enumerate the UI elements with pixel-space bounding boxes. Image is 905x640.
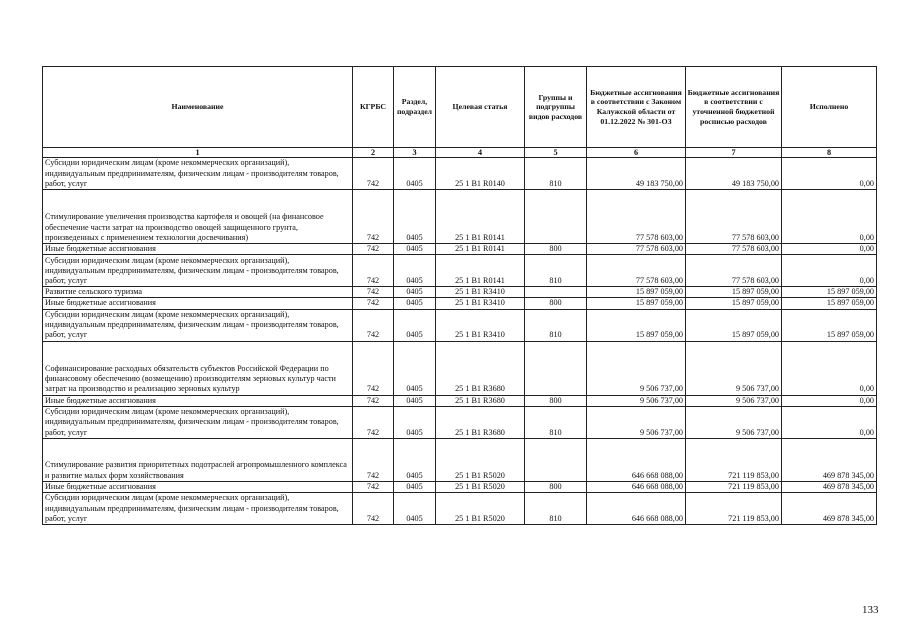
row-expense-group: 810 [525,406,587,438]
row-expense-group: 810 [525,255,587,287]
row-refined-amount: 9 506 737,00 [686,406,782,438]
row-target-article: 25 1 B1 R5020 [436,493,525,525]
row-law-amount: 9 506 737,00 [587,341,686,395]
table-row [43,190,877,244]
header-kgrbs: КГРБС [353,67,394,148]
row-refined-amount: 77 578 603,00 [686,255,782,287]
row-name: Иные бюджетные ассигнования [43,481,353,492]
row-target-article: 25 1 B1 R0141 [436,190,525,244]
row-name: Субсидии юридическим лицам (кроме некоммерческих организаций), индивидуальным предпринимателям, физическим лицам - производителям товаров, работ, услуг [43,406,353,438]
row-target-article: 25 1 B1 R0140 [436,158,525,190]
row-refined-amount: 9 506 737,00 [686,341,782,395]
table-row [43,244,877,255]
row-kgrbs: 742 [353,406,394,438]
column-number: 5 [525,148,587,158]
row-name: Субсидии юридическим лицам (кроме некоммерческих организаций), индивидуальным предпринимателям, физическим лицам - производителям товаров, работ, услуг [43,158,353,190]
row-executed-amount: 469 878 345,00 [782,438,877,481]
row-expense-group: 800 [525,298,587,309]
row-section: 0405 [394,481,436,492]
row-law-amount: 646 668 088,00 [587,438,686,481]
table-row [43,481,877,492]
row-section: 0405 [394,395,436,406]
row-name: Субсидии юридическим лицам (кроме некоммерческих организаций), индивидуальным предпринимателям, физическим лицам - производителям товаров, работ, услуг [43,309,353,341]
row-expense-group [525,190,587,244]
row-target-article: 25 1 B1 R0141 [436,244,525,255]
column-number: 3 [394,148,436,158]
row-kgrbs: 742 [353,244,394,255]
header-target-article: Целевая статья [436,67,525,148]
row-executed-amount: 0,00 [782,190,877,244]
row-section: 0405 [394,244,436,255]
row-refined-amount: 15 897 059,00 [686,309,782,341]
row-name: Иные бюджетные ассигнования [43,298,353,309]
row-law-amount: 15 897 059,00 [587,287,686,298]
row-section: 0405 [394,255,436,287]
row-section: 0405 [394,298,436,309]
row-target-article: 25 1 B1 R3410 [436,309,525,341]
row-executed-amount: 0,00 [782,158,877,190]
row-expense-group: 800 [525,395,587,406]
row-law-amount: 49 183 750,00 [587,158,686,190]
row-executed-amount: 15 897 059,00 [782,287,877,298]
budget-table [42,66,877,525]
row-refined-amount: 721 119 853,00 [686,438,782,481]
row-law-amount: 15 897 059,00 [587,309,686,341]
row-section: 0405 [394,190,436,244]
table-row [43,298,877,309]
table-row [43,309,877,341]
row-kgrbs: 742 [353,481,394,492]
row-expense-group: 810 [525,493,587,525]
row-refined-amount: 15 897 059,00 [686,298,782,309]
row-executed-amount: 15 897 059,00 [782,309,877,341]
table-row [43,493,877,525]
column-number: 1 [43,148,353,158]
row-kgrbs: 742 [353,309,394,341]
row-refined-amount: 77 578 603,00 [686,244,782,255]
header-law-allocations: Бюджетные ассигнования в соответствии с Законом Калужской области от 01.12.2022 № 301-ОЗ [587,67,686,148]
row-target-article: 25 1 B1 R3680 [436,406,525,438]
row-kgrbs: 742 [353,190,394,244]
row-executed-amount: 0,00 [782,395,877,406]
row-kgrbs: 742 [353,158,394,190]
row-target-article: 25 1 B1 R3680 [436,341,525,395]
table-row [43,438,877,481]
header-executed: Исполнено [782,67,877,148]
header-section: Раздел, подраздел [394,67,436,148]
row-name: Иные бюджетные ассигнования [43,244,353,255]
column-number-row [43,148,877,158]
row-law-amount: 15 897 059,00 [587,298,686,309]
column-number: 8 [782,148,877,158]
row-target-article: 25 1 B1 R0141 [436,255,525,287]
table-row [43,158,877,190]
row-name: Стимулирование увеличения производства картофеля и овощей (на финансовое обеспечение части затрат на производство овощей защищенного грунта, произведенных с применением технологии досвечивания) [43,190,353,244]
row-kgrbs: 742 [353,255,394,287]
row-name: Стимулирование развития приоритетных подотраслей агропромышленного комплекса и развитие малых форм хозяйствования [43,438,353,481]
row-expense-group: 810 [525,309,587,341]
row-section: 0405 [394,406,436,438]
row-target-article: 25 1 B1 R3410 [436,298,525,309]
row-refined-amount: 9 506 737,00 [686,395,782,406]
row-refined-amount: 15 897 059,00 [686,287,782,298]
header-name: Наименование [43,67,353,148]
row-section: 0405 [394,287,436,298]
table-row [43,287,877,298]
table-row [43,255,877,287]
row-target-article: 25 1 B1 R5020 [436,438,525,481]
row-executed-amount: 0,00 [782,406,877,438]
row-expense-group [525,287,587,298]
page-number: 133 [862,604,879,616]
row-law-amount: 9 506 737,00 [587,395,686,406]
row-expense-group: 800 [525,244,587,255]
row-law-amount: 77 578 603,00 [587,244,686,255]
row-expense-group: 810 [525,158,587,190]
row-kgrbs: 742 [353,493,394,525]
row-law-amount: 77 578 603,00 [587,255,686,287]
table-row [43,341,877,395]
row-name: Субсидии юридическим лицам (кроме некоммерческих организаций), индивидуальным предпринимателям, физическим лицам - производителям товаров, работ, услуг [43,255,353,287]
row-executed-amount: 0,00 [782,255,877,287]
row-target-article: 25 1 B1 R3680 [436,395,525,406]
header-refined-allocations: Бюджетные ассигнования в соответствии с уточненной бюджетной росписью расходов [686,67,782,148]
row-name: Софинансирование расходных обязательств субъектов Российской Федерации по финансовому обеспечению (возмещению) производителям зерновых культур части затрат на производство и реализацию зерновых культур [43,341,353,395]
row-refined-amount: 77 578 603,00 [686,190,782,244]
row-section: 0405 [394,438,436,481]
row-law-amount: 646 668 088,00 [587,481,686,492]
row-law-amount: 77 578 603,00 [587,190,686,244]
row-section: 0405 [394,309,436,341]
row-law-amount: 646 668 088,00 [587,493,686,525]
row-section: 0405 [394,493,436,525]
table-row [43,395,877,406]
row-executed-amount: 15 897 059,00 [782,298,877,309]
row-section: 0405 [394,158,436,190]
row-executed-amount: 0,00 [782,244,877,255]
header-row [43,67,877,148]
row-expense-group: 800 [525,481,587,492]
row-executed-amount: 469 878 345,00 [782,493,877,525]
row-kgrbs: 742 [353,341,394,395]
row-law-amount: 9 506 737,00 [587,406,686,438]
row-name: Развитие сельского туризма [43,287,353,298]
header-expense-groups: Группы и подгруппы видов расходов [525,67,587,148]
column-number: 6 [587,148,686,158]
row-kgrbs: 742 [353,298,394,309]
row-section: 0405 [394,341,436,395]
row-target-article: 25 1 B1 R5020 [436,481,525,492]
row-refined-amount: 721 119 853,00 [686,493,782,525]
row-kgrbs: 742 [353,287,394,298]
row-kgrbs: 742 [353,395,394,406]
row-name: Иные бюджетные ассигнования [43,395,353,406]
row-executed-amount: 469 878 345,00 [782,481,877,492]
row-kgrbs: 742 [353,438,394,481]
row-executed-amount: 0,00 [782,341,877,395]
row-target-article: 25 1 B1 R3410 [436,287,525,298]
column-number: 2 [353,148,394,158]
row-refined-amount: 721 119 853,00 [686,481,782,492]
column-number: 7 [686,148,782,158]
row-expense-group [525,341,587,395]
row-refined-amount: 49 183 750,00 [686,158,782,190]
row-expense-group [525,438,587,481]
row-name: Субсидии юридическим лицам (кроме некоммерческих организаций), индивидуальным предпринимателям, физическим лицам - производителям товаров, работ, услуг [43,493,353,525]
table-row [43,406,877,438]
column-number: 4 [436,148,525,158]
